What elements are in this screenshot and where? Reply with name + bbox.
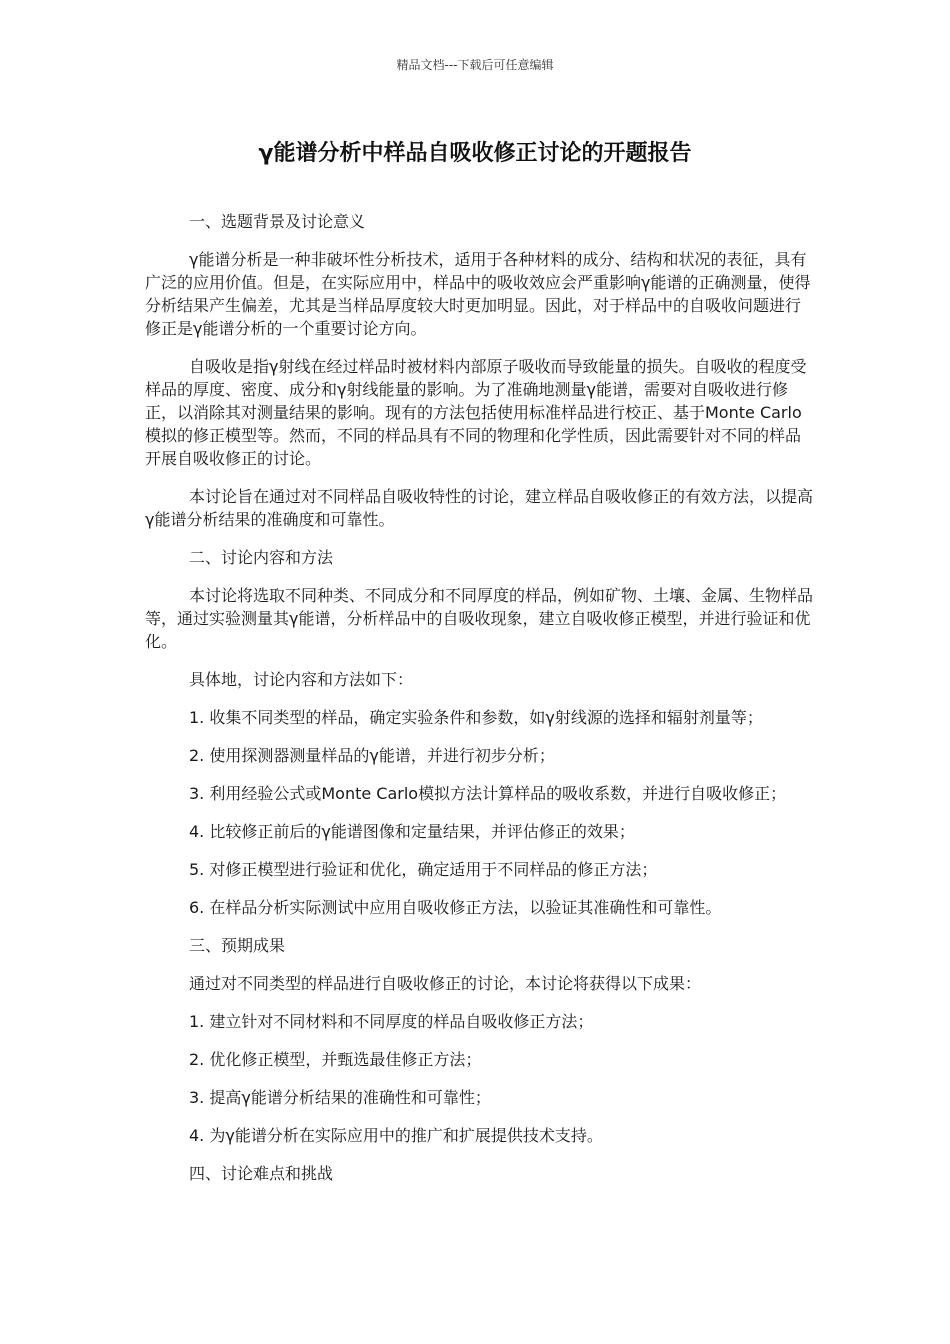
list-item: 3. 利用经验公式或Monte Carlo模拟方法计算样品的吸收系数，并进行自吸收修正； [189, 784, 787, 803]
document-title: γ能谱分析中样品自吸收修正讨论的开题报告 [258, 141, 692, 166]
document-body [145, 210, 813, 1200]
list-item: 1. 建立针对不同材料和不同厚度的样品自吸收修正方法； [189, 1012, 594, 1031]
paragraph: 通过对不同类型的样品进行自吸收修正的讨论，本讨论将获得以下成果： [189, 974, 702, 993]
section-heading: 二、讨论内容和方法 [189, 548, 334, 567]
section-heading: 三、预期成果 [189, 936, 286, 955]
list-item: 3. 提高γ能谱分析结果的准确性和可靠性； [189, 1088, 491, 1107]
paragraph: 本讨论将选取不同种类、不同成分和不同厚度的样品，例如矿物、土壤、金属、生物样品等，通过实验测量其γ能谱，分析样品中的自吸收现象，建立自吸收修正模型，并进行验证和优化。 [145, 586, 814, 651]
paragraph: 本讨论旨在通过对不同样品自吸收特性的讨论，建立样品自吸收修正的有效方法，以提高γ能谱分析结果的准确度和可靠性。 [145, 487, 814, 529]
page-header: 精品文档---下载后可任意编辑 [396, 58, 554, 72]
list-item: 4. 比较修正前后的γ能谱图像和定量结果，并评估修正的效果； [189, 822, 635, 841]
paragraph: 具体地，讨论内容和方法如下： [189, 670, 414, 689]
paragraph: 自吸收是指γ射线在经过样品时被材料内部原子吸收而导致能量的损失。自吸收的程度受样品的厚度、密度、成分和γ射线能量的影响。为了准确地测量γ能谱，需要对自吸收进行修正，以消除其对测量结果的影响。现有的方法包括使用标准样品进行校正、基于Monte Carlo模拟的修正模型等。然而，不同的样品具有不同的物理和化学性质，因此需要针对不同的样品开展自吸收修正的讨论。 [145, 357, 807, 468]
list-item: 4. 为γ能谱分析在实际应用中的推广和扩展提供技术支持。 [189, 1126, 603, 1145]
list-item: 5. 对修正模型进行验证和优化，确定适用于不同样品的修正方法； [189, 860, 658, 879]
paragraph: γ能谱分析是一种非破坏性分析技术，适用于各种材料的成分、结构和状况的表征，具有广泛的应用价值。但是，在实际应用中，样品中的吸收效应会严重影响γ能谱的正确测量，使得分析结果产生偏差，尤其是当样品厚度较大时更加明显。因此，对于样品中的自吸收问题进行修正是γ能谱分析的一个重要讨论方向。 [145, 250, 811, 338]
list-item: 2. 使用探测器测量样品的γ能谱，并进行初步分析； [189, 746, 555, 765]
list-item: 6. 在样品分析实际测试中应用自吸收修正方法，以验证其准确性和可靠性。 [189, 898, 722, 917]
section-heading: 四、讨论难点和挑战 [189, 1164, 334, 1183]
section-heading: 一、选题背景及讨论意义 [189, 212, 366, 231]
list-item: 2. 优化修正模型，并甄选最佳修正方法； [189, 1050, 482, 1069]
list-item: 1. 收集不同类型的样品，确定实验条件和参数，如γ射线源的选择和辐射剂量等； [189, 708, 763, 727]
